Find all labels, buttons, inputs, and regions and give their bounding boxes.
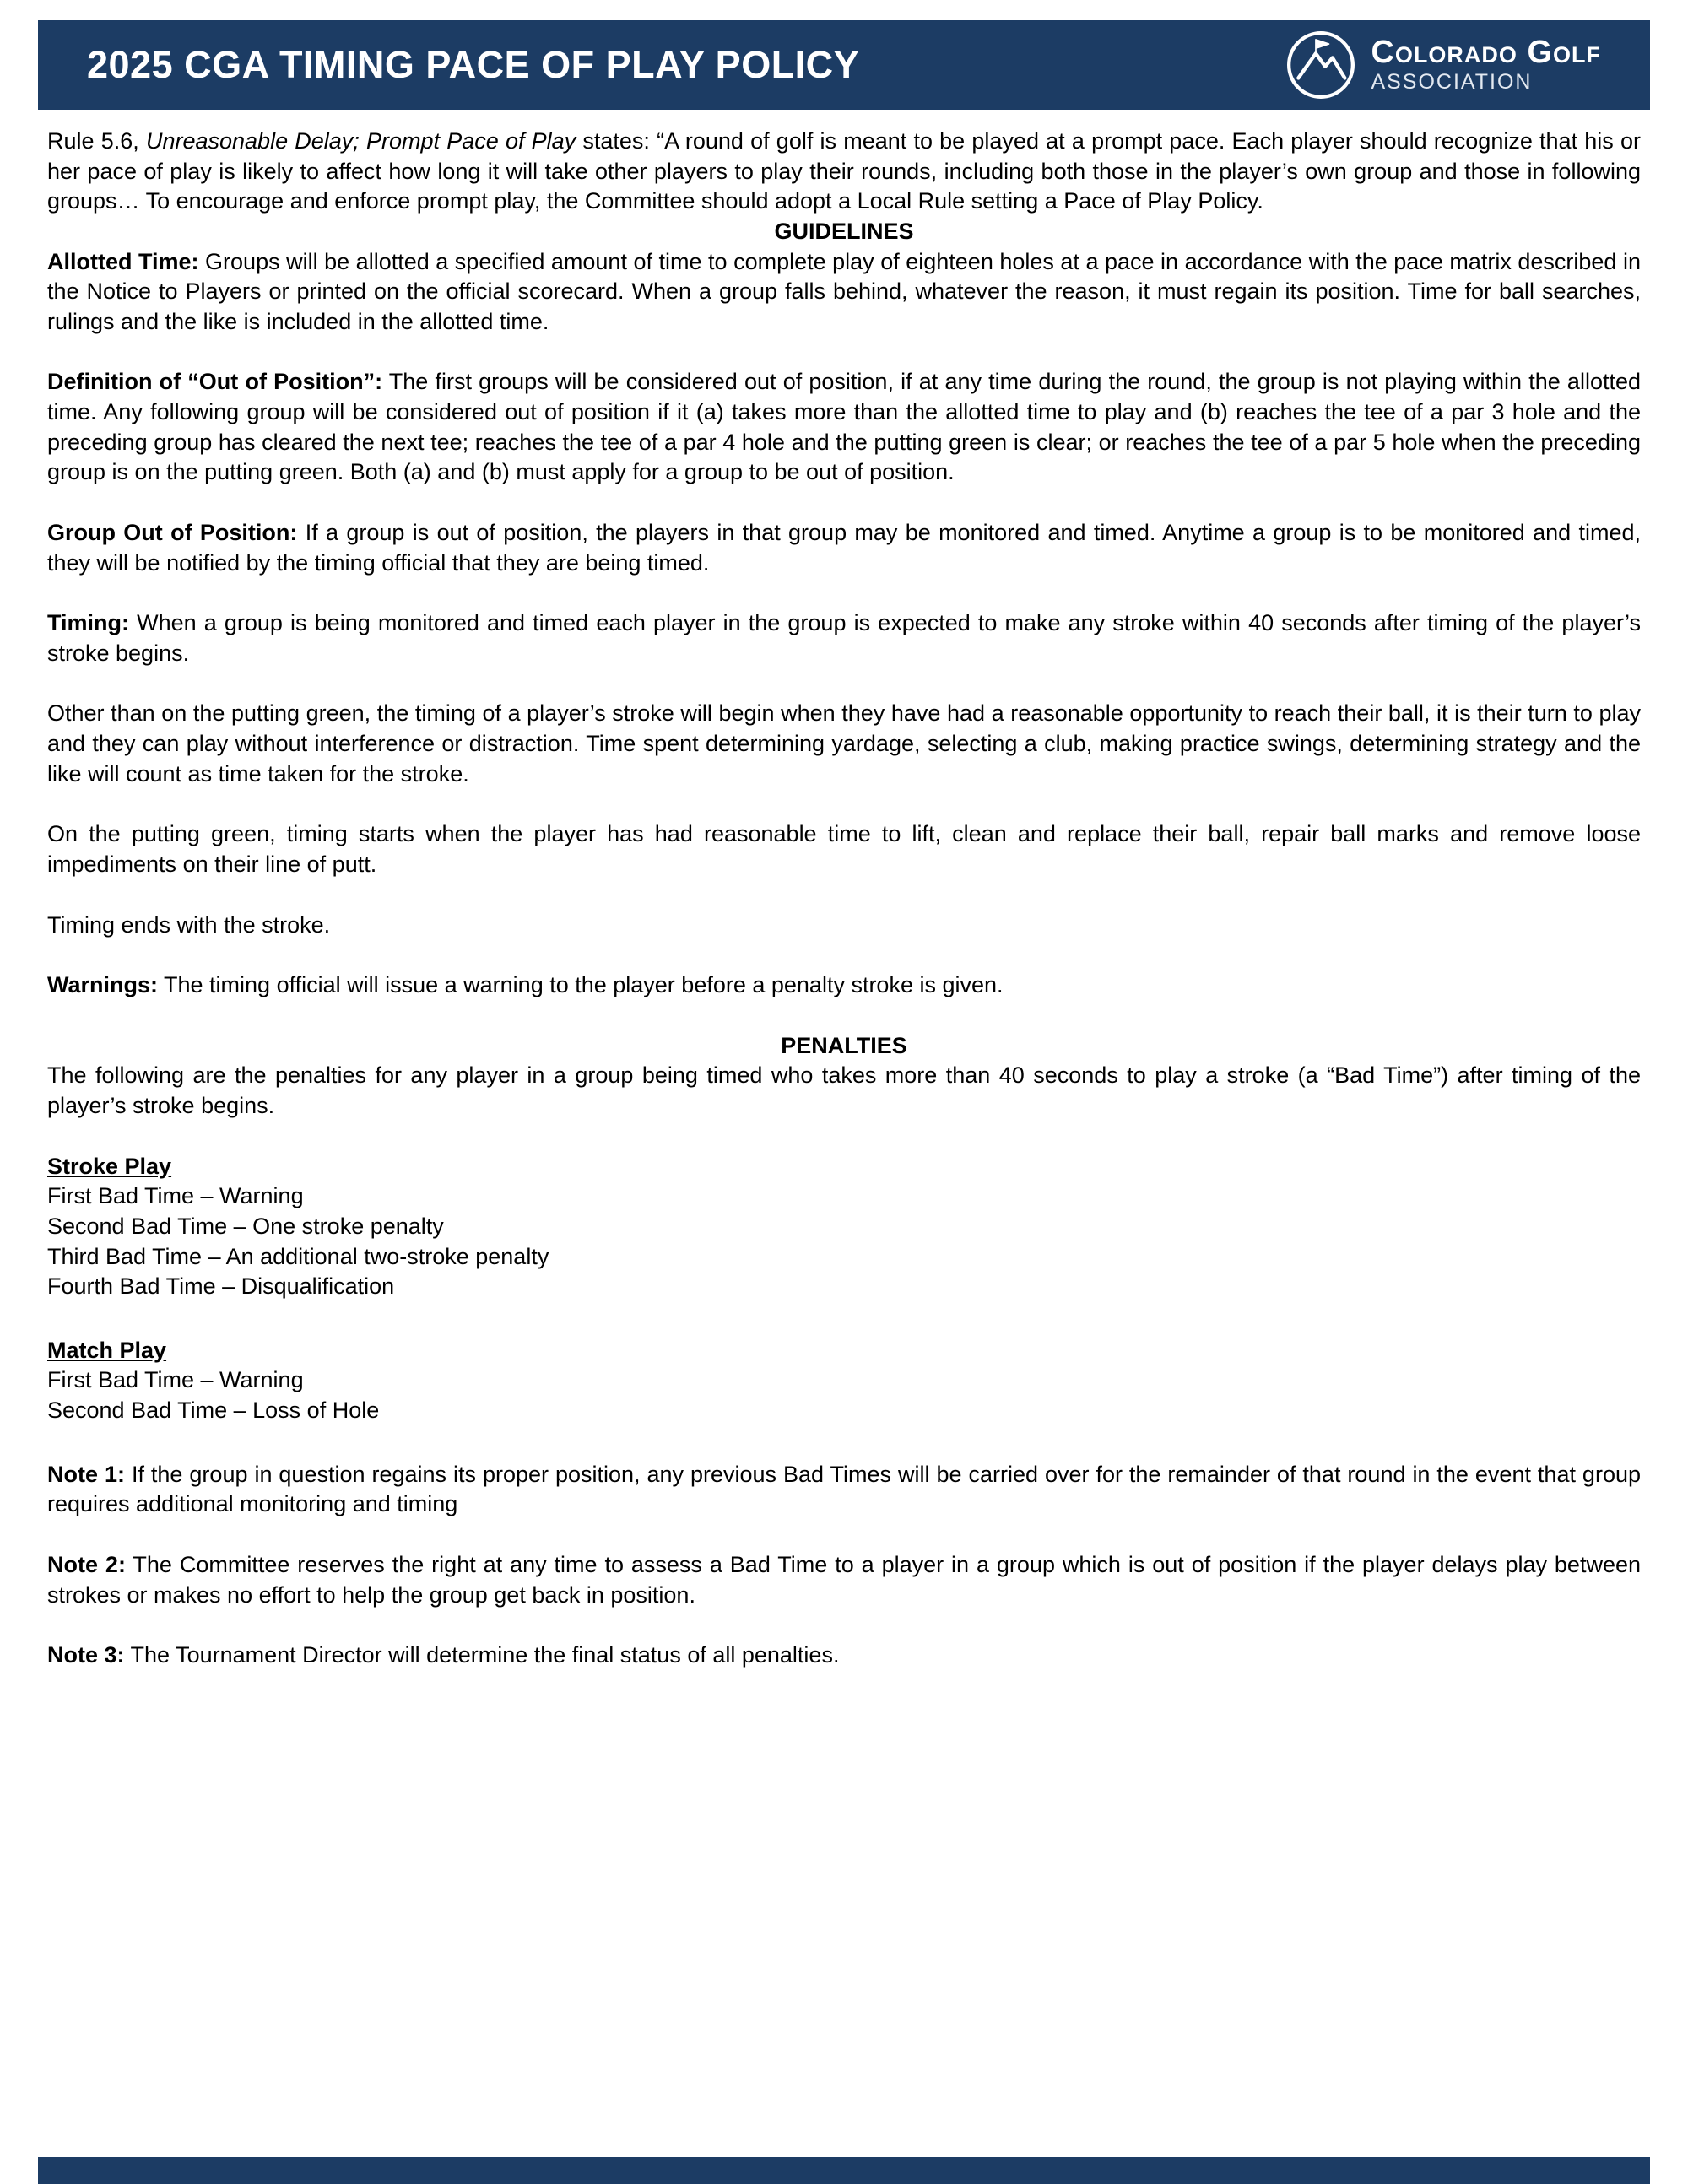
note-2 (47, 1550, 1641, 1610)
paragraph-timing (47, 608, 1641, 668)
paragraph-text: Other than on the putting green, the timing of a player’s stroke will begin when they have had a reasonable opportunity to reach their ball, it is their turn to play and they can play without interference or distraction. Time spent determining yardage, selecting a club, making practice swings, determining strategy and the like will count as time taken for the stroke. (47, 700, 1641, 787)
paragraph-timing-ends (47, 911, 1641, 941)
match-play-heading: Match Play (47, 1337, 167, 1363)
match-play-item: Second Bad Time – Loss of Hole (47, 1397, 380, 1423)
intro-paragraph (47, 127, 1641, 217)
stroke-play-heading: Stroke Play (47, 1153, 172, 1179)
paragraph-lead: Definition of “Out of Position”: (47, 369, 383, 395)
paragraph-timing-off-green (47, 699, 1641, 789)
penalties-intro-paragraph (47, 1061, 1641, 1121)
penalties-heading: PENALTIES (781, 1032, 907, 1058)
paragraph-text: The following are the penalties for any player in a group being timed who takes more than 40 seconds to play a stroke (a “Bad Time”) after timing of the player’s stroke begins. (47, 1062, 1641, 1118)
logo-name: Colorado Golf (1371, 34, 1601, 70)
mountain-flag-circle-icon (1285, 29, 1357, 101)
intro-text: states: “A round of golf is meant to be played at a prompt pace. Each player should recognize that his or her pace of play is likely to affect how long it will take other players to play their rounds, including both those in the player’s own group and those in following groups… To encourage and enforce prompt play, the Committee should adopt a Local Rule setting a Pace of Play Policy. (47, 128, 1641, 214)
note-3 (47, 1641, 1641, 1671)
note-lead: Note 3: (47, 1642, 125, 1668)
cga-logo (1285, 29, 1601, 101)
footer-bar (38, 2157, 1650, 2184)
note-text: The Tournament Director will determine the final status of all penalties. (124, 1642, 840, 1668)
paragraph-text: The timing official will issue a warning to the player before a penalty stroke is given. (158, 972, 1004, 998)
note-1 (47, 1460, 1641, 1520)
paragraph-lead: Warnings: (47, 972, 158, 998)
header-banner (38, 20, 1650, 110)
paragraph-text: The first groups will be considered out of position, if at any time during the round, the group is not playing within the allotted time. Any following group will be considered out of position if it (a) takes more than the allotted time to play and (b) reaches the tee of a par 3 hole and the preceding group has cleared the next tee; reaches the tee of a par 4 hole and the putting green is clear; or reaches the tee of a par 5 hole when the preceding group is on the putting green. Both (a) and (b) must apply for a group to be out of position. (47, 369, 1641, 485)
note-lead: Note 1: (47, 1461, 125, 1487)
logo-text (1371, 36, 1601, 95)
paragraph-timing-on-green (47, 819, 1641, 879)
intro-prefix: Rule 5.6, (47, 128, 146, 154)
paragraph-lead: Timing: (47, 610, 129, 636)
paragraph-lead: Allotted Time: (47, 248, 199, 274)
stroke-play-item: Second Bad Time – One stroke penalty (47, 1213, 444, 1239)
paragraph-text: When a group is being monitored and timed each player in the group is expected to make any stroke within 40 seconds after timing of the player’s stroke begins. (47, 610, 1641, 666)
page-title: 2025 CGA TIMING PACE OF PLAY POLICY (87, 43, 860, 86)
intro-rule-name: Unreasonable Delay; Prompt Pace of Play (145, 128, 576, 154)
stroke-play-item: Third Bad Time – An additional two-stroke penalty (47, 1243, 549, 1269)
stroke-play-item: Fourth Bad Time – Disqualification (47, 1273, 395, 1300)
paragraph-text: Timing ends with the stroke. (47, 911, 331, 938)
paragraph-warnings (47, 970, 1641, 1001)
logo-subname: ASSOCIATION (1371, 69, 1533, 94)
note-lead: Note 2: (47, 1551, 126, 1577)
stroke-play-item: First Bad Time – Warning (47, 1183, 304, 1209)
note-text: If the group in question regains its proper position, any previous Bad Times will be carried over for the remainder of that round in the event that group requires additional monitoring and timing (47, 1461, 1641, 1517)
paragraph-out-of-position-definition (47, 367, 1641, 488)
paragraph-text: On the putting green, timing starts when the player has had reasonable time to lift, clean and replace their ball, repair ball marks and remove loose impediments on their line of putt. (47, 821, 1641, 877)
note-text: The Committee reserves the right at any time to assess a Bad Time to a player in a group which is out of position if the player delays play between strokes or makes no effort to help the group get back in position. (47, 1551, 1641, 1608)
match-play-item: First Bad Time – Warning (47, 1367, 304, 1393)
stroke-play-section (47, 1152, 1641, 1302)
paragraph-text: Groups will be allotted a specified amount of time to complete play of eighteen holes at a pace in accordance with the pace matrix described in the Notice to Players or printed on the official scorecard. When a group falls behind, whatever the reason, it must regain its position. Time for ball searches, rulings and the like is included in the allotted time. (47, 248, 1641, 334)
paragraph-lead: Group Out of Position: (47, 519, 298, 545)
guidelines-heading: GUIDELINES (774, 218, 914, 244)
paragraph-allotted-time (47, 247, 1641, 338)
document-body (0, 110, 1688, 1671)
match-play-section (47, 1336, 1641, 1426)
paragraph-text: If a group is out of position, the players in that group may be monitored and timed. Anytime a group is to be monitored and timed, they will be notified by the timing official that they are being timed. (47, 519, 1641, 576)
paragraph-group-out-of-position (47, 518, 1641, 578)
